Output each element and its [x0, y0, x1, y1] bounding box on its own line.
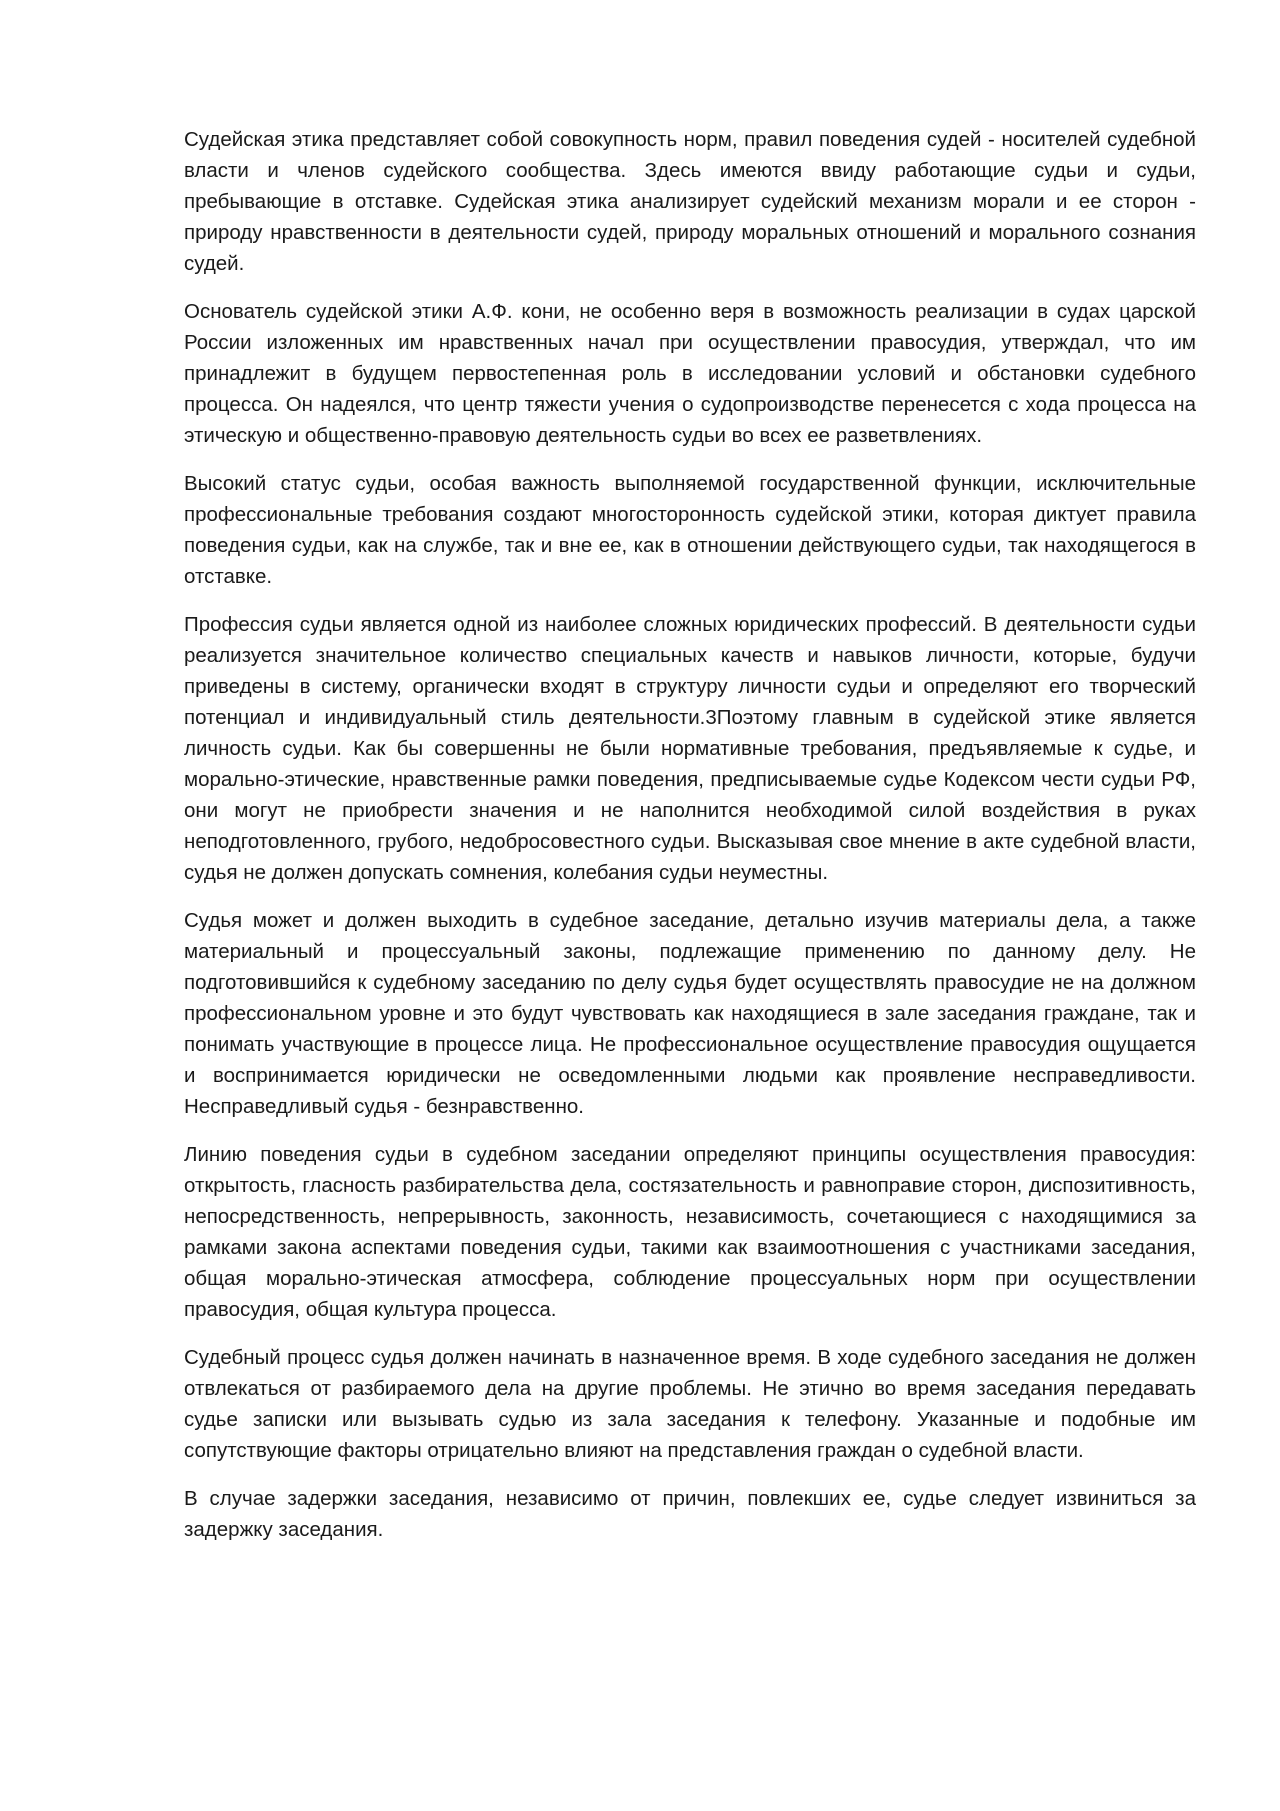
paragraph-judge-profession: Профессия судьи является одной из наиболее сложных юридических профессий. В деятельности судьи реализуется значительное количество специальных качеств и навыков личности, которые, будучи приведены в систему, органически входят в структуру личности судьи и определяют его творческий потенциал и индивидуальный стиль деятельности.3Поэтому главным в судейской этике является личность судьи. Как бы совершенны не были нормативные требования, предъявляемые к судье, и морально-этические, нравственные рамки поведения, предписываемые судье Кодексом чести судьи РФ, они могут не приобрести значения и не наполнится необходимой силой воздействия в руках неподготовленного, грубого, недобросовестного судьи. Высказывая свое мнение в акте судебной власти, судья не должен допускать сомнения, колебания судьи неуместны. [184, 613, 1196, 884]
document-body [184, 124, 1196, 1562]
paragraph-process-timing: Судебный процесс судья должен начинать в назначенное время. В ходе судебного заседания не должен отвлекаться от разбираемого дела на другие проблемы. Не этично во время заседания передавать судье записки или вызывать судью из зала заседания к телефону. Указанные и подобные им сопутствующие факторы отрицательно влияют на представления граждан о судебной власти. [184, 1346, 1196, 1462]
paragraph-high-status: Высокий статус судьи, особая важность выполняемой государственной функции, исключительные профессиональные требования создают многосторонность судейской этики, которая диктует правила поведения судьи, как на службе, так и вне ее, как в отношении действующего судьи, так находящегося в отставке. [184, 472, 1196, 588]
paragraph-koni-founder: Основатель судейской этики А.Ф. кони, не особенно веря в возможность реализации в судах царской России изложенных им нравственных начал при осуществлении правосудия, утверждал, что им принадлежит в будущем первостепенная роль в исследовании условий и обстановки судебного процесса. Он надеялся, что центр тяжести учения о судопроизводстве перенесется с хода процесса на этическую и общественно-правовую деятельность судьи во всех ее разветвлениях. [184, 300, 1196, 447]
paragraph-judicial-ethics-definition: Судейская этика представляет собой совокупность норм, правил поведения судей - носителей судебной власти и членов судейского сообщества. Здесь имеются ввиду работающие судьи и судьи, пребывающие в отставке. Судейская этика анализирует судейский механизм морали и ее сторон - природу нравственности в деятельности судей, природу моральных отношений и морального сознания судей. [184, 128, 1196, 275]
paragraph-court-preparation: Судья может и должен выходить в судебное заседание, детально изучив материалы дела, а также материальный и процессуальный законы, подлежащие применению по данному делу. Не подготовившийся к судебному заседанию по делу судья будет осуществлять правосудие не на должном профессиональном уровне и это будут чувствовать как находящиеся в зале заседания граждане, так и понимать участвующие в процессе лица. Не профессиональное осуществление правосудия ощущается и воспринимается юридически не осведомленными людьми как проявление несправедливости. Несправедливый судья - безнравственно. [184, 909, 1196, 1118]
paragraph-conduct-principles: Линию поведения судьи в судебном заседании определяют принципы осуществления правосудия: открытость, гласность разбирательства дела, состязательность и равноправие сторон, диспозитивность, непосредственность, непрерывность, законность, независимость, сочетающиеся с находящимися за рамками закона аспектами поведения судьи, такими как взаимоотношения с участниками заседания, общая морально-этическая атмосфера, соблюдение процессуальных норм при осуществлении правосудия, общая культура процесса. [184, 1143, 1196, 1321]
paragraph-delay-apology: В случае задержки заседания, независимо от причин, повлекших ее, судье следует извиниться за задержку заседания. [184, 1487, 1196, 1541]
